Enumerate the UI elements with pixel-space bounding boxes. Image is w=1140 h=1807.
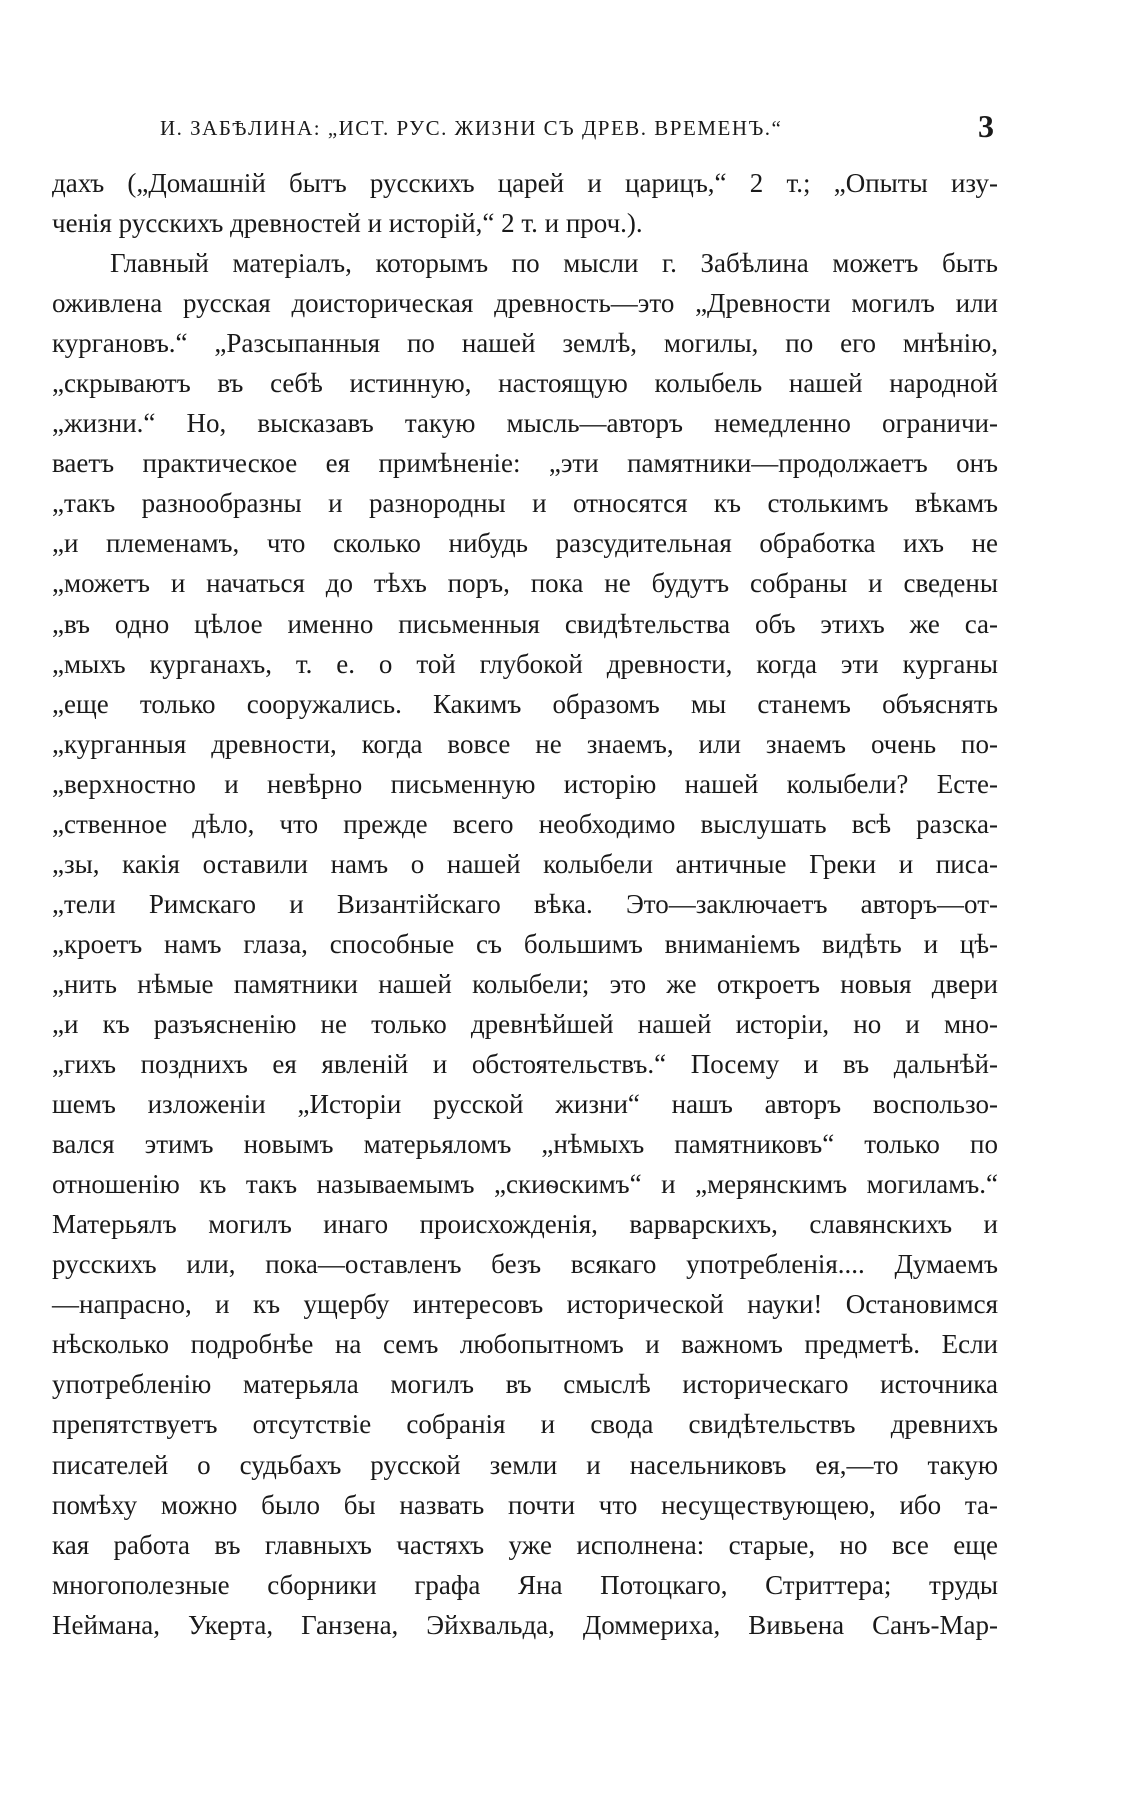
text-line: Главный матеріалъ, которымъ по мысли г. Забѣлина можетъ быть [110,248,998,279]
text-line: „еще только сооружались. Какимъ образомъ мы станемъ объяснять [52,688,998,719]
text-line: препятствуетъ отсутствіе собранія и свода свидѣтельствъ древнихъ [52,1409,998,1440]
text-line: „скрываютъ въ себѣ истинную, настоящую колыбель нашей народной [52,368,998,399]
text-line: „можетъ и начаться до тѣхъ поръ, пока не будутъ собраны и сведены [52,568,998,599]
page-number: 3 [978,108,994,144]
text-line: кургановъ.“ „Разсыпанныя по нашей землѣ, могилы, по его мнѣнію, [52,328,998,359]
text-line: „гихъ позднихъ ея явленій и обстоятельствъ.“ Посему и въ дальнѣй- [52,1049,998,1080]
text-line: „въ одно цѣлое именно письменныя свидѣтельства объ этихъ же са- [52,608,998,639]
text-line: „жизни.“ Но, высказавъ такую мысль—авторъ немедленно ограничи- [52,408,998,439]
text-line: русскихъ или, пока—оставленъ безъ всякаго употребленія.... Думаемъ [52,1249,998,1280]
text-line: „мыхъ курганахъ, т. е. о той глубокой древности, когда эти курганы [52,648,998,679]
text-line: шемъ изложеніи „Исторіи русской жизни“ нашъ авторъ воспользо- [52,1089,998,1120]
running-title: И. ЗАБѢЛИНА: „ИСТ. РУС. ЖИЗНИ СЪ ДРЕВ. ВРЕМЕНЪ.“ [160,116,783,140]
text-line: ченія русскихъ древностей и исторій,“ 2 т. и проч.). [52,208,643,239]
text-line: Матерьялъ могилъ инаго происхожденія, варварскихъ, славянскихъ и [52,1209,998,1240]
text-line: „ственное дѣло, что прежде всего необходимо выслушать всѣ разска- [52,808,998,839]
text-line: Неймана, Укерта, Ганзена, Эйхвальда, Доммериха, Вивьена Санъ-Мар- [52,1609,998,1640]
text-line: ваетъ практическое ея примѣненіе: „эти памятники—продолжаетъ онъ [52,448,998,479]
body-text [52,163,998,1645]
text-line: отношенію къ такъ называемымъ „скиѳскимъ“ и „мерянскимъ могиламъ.“ [52,1169,998,1200]
text-line: „и къ разъясненію не только древнѣйшей нашей исторіи, но и мно- [52,1008,998,1039]
text-line: „верхностно и невѣрно письменную исторію нашей колыбели? Есте- [52,768,998,799]
running-head [52,108,1002,152]
text-line: „нить нѣмые памятники нашей колыбели; это же откроетъ новыя двери [52,968,998,999]
text-line: помѣху можно было бы назвать почти что несуществующею, ибо та- [52,1489,998,1520]
text-line: „кроетъ намъ глаза, способные съ большимъ вниманіемъ видѣть и цѣ- [52,928,998,959]
text-line: употребленію матерьяла могилъ въ смыслѣ историческаго источника [52,1369,998,1400]
text-line: оживлена русская доисторическая древность—это „Древности могилъ или [52,288,998,319]
text-line: многополезные сборники графа Яна Потоцкаго, Стриттера; труды [52,1569,998,1600]
text-line: дахъ („Домашній бытъ русскихъ царей и царицъ,“ 2 т.; „Опыты изу- [52,168,998,198]
text-line: „такъ разнообразны и разнородны и относятся къ столькимъ вѣкамъ [52,488,998,519]
text-line: „курганныя древности, когда вовсе не знаемъ, или знаемъ очень по- [52,728,998,759]
text-line: —напрасно, и къ ущербу интересовъ исторической науки! Остановимся [52,1289,998,1320]
text-line: „зы, какія оставили намъ о нашей колыбели античные Греки и писа- [52,848,998,879]
text-line: „тели Римскаго и Византійскаго вѣка. Это—заключаетъ авторъ—от- [52,888,998,919]
text-line: „и племенамъ, что сколько нибудь разсудительная обработка ихъ не [52,528,998,559]
text-line: вался этимъ новымъ матерьяломъ „нѣмыхъ памятниковъ“ только по [52,1129,998,1160]
text-line: писателей о судьбахъ русской земли и насельниковъ ея,—то такую [52,1449,998,1480]
text-line: нѣсколько подробнѣе на семъ любопытномъ и важномъ предметѣ. Если [52,1329,998,1360]
text-line: кая работа въ главныхъ частяхъ уже исполнена: старые, но все еще [52,1529,998,1560]
